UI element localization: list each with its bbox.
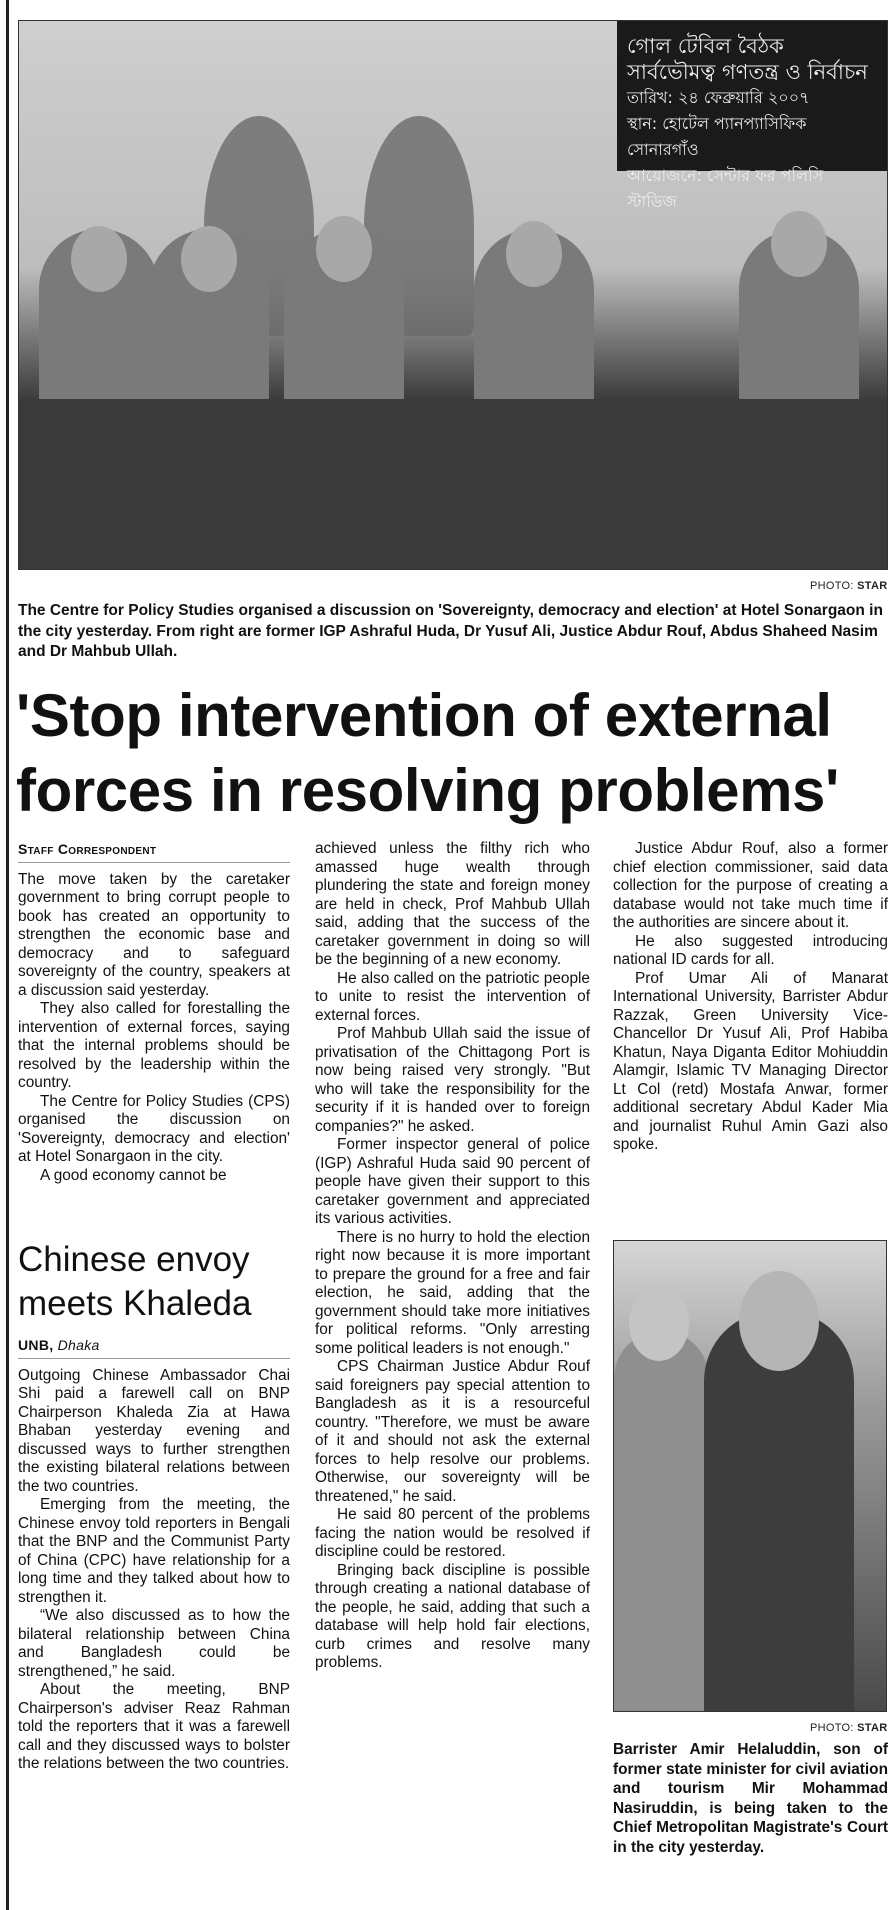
paragraph: The move taken by the caretaker government to bring corrupt people to book has created an opportunity to strengthen the economic base and democracy and to safeguard sovereignty of the country, speakers at a discussion said yesterday. [18, 870, 290, 999]
photo-credit [810, 1722, 887, 1734]
conference-table [19, 399, 887, 569]
panelist-head [71, 226, 127, 292]
byline-agency: UNB, [18, 1337, 54, 1353]
paragraph: Emerging from the meeting, the Chinese envoy told reporters in Bengali that the BNP and the Communist Party of China (CPC) have relationship for a long time and they talked about how to strengthen it. [18, 1496, 290, 1606]
paragraph: They also called for forestalling the intervention of external forces, saying that the internal problems should be resolved by the leadership within the country. [18, 1000, 290, 1091]
paragraph: The Centre for Policy Studies (CPS) organised the discussion on 'Sovereignty, democracy and election' at Hotel Sonargaon in the city. [18, 1092, 290, 1165]
banner-line: গোল টেবিল বৈঠক [627, 34, 784, 58]
main-story-col-1 [18, 840, 290, 1185]
panelist-head [771, 211, 827, 277]
paragraph: Justice Abdur Rouf, also a former chief election commissioner, said data collection for the purpose of creating a database would not take much time if the authorities are sincere about it. [613, 840, 888, 931]
guard-figure [614, 1331, 709, 1711]
paragraph: CPS Chairman Justice Abdur Rouf said foreigners pay special attention to Bangladesh as it is a resourceful country. "Therefore, we must be aware of it and should not ask the external forces to help resolve our problems. Otherwise, our sovereignty will be threatened," he said. [315, 1358, 590, 1505]
photo-credit-label: PHOTO: [810, 580, 854, 592]
panelist-head [316, 216, 372, 282]
paragraph: Former inspector general of police (IGP) Ashraful Huda said 90 percent of people have given their support to this caretaker government and appreciated its various activities. [315, 1136, 590, 1227]
paragraph: He said 80 percent of the problems facing the nation would be resolved if discipline could be restored. [315, 1506, 590, 1560]
paragraph: achieved unless the filthy rich who amassed huge wealth through plundering the state and foreign money are held in check, Prof Mahbub Ullah said, adding that the success of the caretaker government in doing so will be the beginning of a new economy. [315, 840, 590, 968]
envoy-headline: Chinese envoy meets Khaleda [18, 1240, 252, 1323]
photo-caption: Barrister Amir Helaluddin, son of former state minister for civil aviation and tourism Mir Mohammad Nasiruddin, is being taken to the Chief Metropolitan Magistrate's Court in the city yesterday. [613, 1741, 888, 1856]
panelist-head [181, 226, 237, 292]
detainee-head [739, 1271, 819, 1371]
main-headline: 'Stop intervention of external forces in resolving problems' [16, 682, 839, 824]
panelist-head [506, 221, 562, 287]
paragraph: He also called on the patriotic people to unite to resist the intervention of external forces. [315, 969, 590, 1024]
bottom-photo [613, 1240, 887, 1712]
photo-credit [810, 580, 887, 592]
byline-place: Dhaka [57, 1337, 100, 1353]
photo-caption: The Centre for Policy Studies organised a discussion on 'Sovereignty, democracy and election' at Hotel Sonargaon in the city yesterday. From right are former IGP Ashraful Huda, Dr Yusuf Ali, Justice Abdur Rouf, Abdus Shaheed Nasim and Dr Mahbub Ullah. [18, 602, 883, 660]
paragraph: “We also discussed as to how the bilateral relationship between China and Bangladesh could be strengthened,” he said. [18, 1607, 290, 1680]
paragraph: He also suggested introducing national ID cards for all. [613, 932, 888, 968]
main-story-col-2 [315, 840, 590, 1673]
banner-line: স্থান: হোটেল প্যানপ্যাসিফিক সোনারগাঁও [627, 114, 807, 159]
main-story-col-3 [613, 840, 888, 1155]
paragraph: A good economy cannot be [40, 1166, 227, 1184]
paragraph: About the meeting, BNP Chairperson's adviser Reaz Rahman told the reporters that it was a farewell call and they discussed ways to bolster the relations between the two countries. [18, 1681, 290, 1772]
event-banner [617, 21, 887, 211]
byline-text: Staff Correspondent [18, 841, 157, 857]
photo-credit-source: STAR [857, 1722, 888, 1734]
byline [18, 840, 290, 863]
page-left-rule [6, 0, 9, 1910]
banner-line: তারিখ: ২৪ ফেব্রুয়ারি ২০০৭ [627, 88, 810, 107]
photo-credit-source: STAR [857, 580, 888, 592]
paragraph: Outgoing Chinese Ambassador Chai Shi paid a farewell call on BNP Chairperson Khaleda Zia at Hawa Bhaban yesterday evening and discussed ways to further strengthen the existing bilateral relations between the two countries. [18, 1366, 290, 1495]
paragraph: There is no hurry to hold the election right now because it is more important to prepare the ground for a free and fair election, he said, adding that the government should take more initiatives for political reforms. "Only arresting some political leaders is not enough." [315, 1228, 590, 1357]
envoy-byline [18, 1336, 290, 1359]
paragraph: Prof Mahbub Ullah said the issue of privatisation of the Chittagong Port is now being raised very strongly. "But who will take the responsibility for the security if it is handed over to foreign companies?" he asked. [315, 1025, 590, 1135]
detainee-figure [704, 1311, 854, 1712]
banner-line: সার্বভৌমত্ব গণতন্ত্র ও নির্বাচন [627, 60, 868, 84]
envoy-story [18, 1336, 290, 1774]
paragraph: Prof Umar Ali of Manarat International University, Barrister Abdur Razzak, Green University Vice-Chancellor Dr Yusuf Ali, Prof Habiba Khatun, Naya Diganta Editor Mohiuddin Alamgir, Islamic TV Managing Director Lt Col (retd) Mostafa Anwar, former additional secretary Abdul Kader Mia and journalist Ruhul Amin Gazi also spoke. [613, 969, 888, 1153]
paragraph: Bringing back discipline is possible through creating a national database of the people, he said, adding that such a database will help hold fair elections, curb crimes and resolve many problems. [315, 1561, 590, 1671]
top-photo [18, 20, 888, 570]
guard-head [629, 1286, 689, 1361]
banner-line: আয়োজনে: সেন্টার ফর পলিসি স্টাডিজ [627, 166, 824, 211]
photo-credit-label: PHOTO: [810, 1722, 854, 1734]
